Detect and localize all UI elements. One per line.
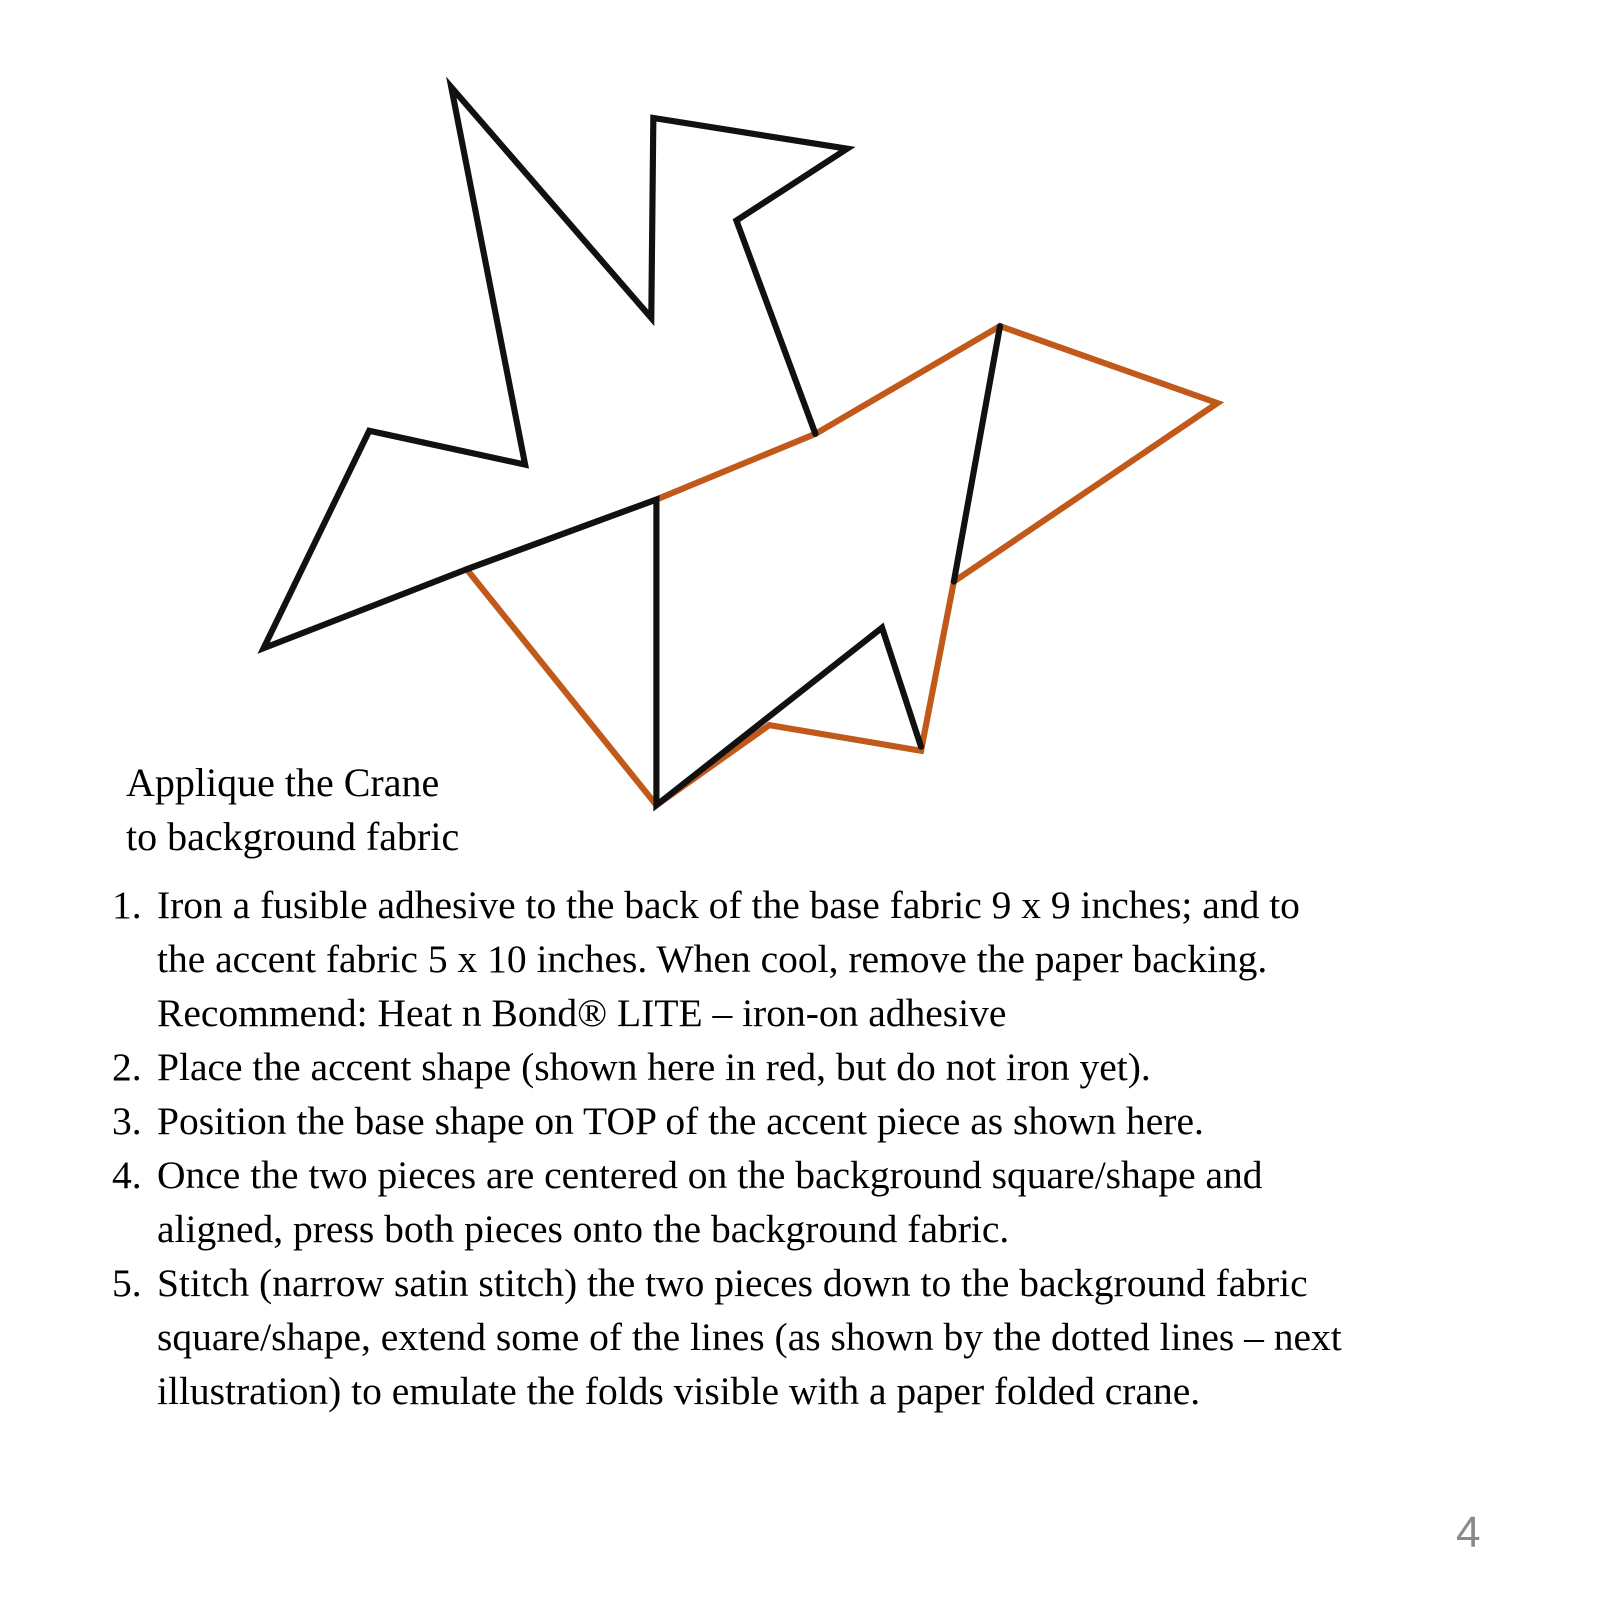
illustration-caption [126, 756, 459, 864]
step-item [112, 878, 1532, 1040]
caption-line: Applique the Crane [126, 760, 440, 805]
step-item [112, 1094, 1532, 1148]
instruction-steps [112, 878, 1532, 1418]
step-text: Recommend: Heat n Bond® LITE – iron-on adhesive [157, 991, 1007, 1035]
accent-shape-outline [467, 326, 1218, 805]
step-text: Stitch (narrow satin stitch) the two pieces down to the background fabric [157, 1261, 1308, 1305]
step-item [112, 1148, 1532, 1256]
step-number: 5. [112, 1261, 142, 1305]
base-shape-outline-wing [954, 326, 1000, 581]
caption-line: to background fabric [126, 814, 460, 859]
step-item [112, 1256, 1532, 1418]
step-text: Place the accent shape (shown here in red, but do not iron yet). [157, 1045, 1151, 1089]
step-text: Position the base shape on TOP of the accent piece as shown here. [157, 1099, 1204, 1143]
page-number: 4 [1456, 1508, 1481, 1557]
step-number: 1. [112, 883, 142, 927]
step-text: Iron a fusible adhesive to the back of the base fabric 9 x 9 inches; and to [157, 883, 1300, 927]
step-text: the accent fabric 5 x 10 inches. When cool, remove the paper backing. [157, 937, 1268, 981]
step-number: 3. [112, 1099, 142, 1143]
step-text: illustration) to emulate the folds visible with a paper folded crane. [157, 1369, 1201, 1413]
base-shape-outline-upper [264, 87, 921, 805]
step-number: 4. [112, 1153, 142, 1197]
step-text: Once the two pieces are centered on the background square/shape and [157, 1153, 1263, 1197]
step-text: square/shape, extend some of the lines (as shown by the dotted lines – next [157, 1315, 1342, 1359]
step-number: 2. [112, 1045, 142, 1089]
step-text: aligned, press both pieces onto the background fabric. [157, 1207, 1010, 1251]
step-item [112, 1040, 1532, 1094]
